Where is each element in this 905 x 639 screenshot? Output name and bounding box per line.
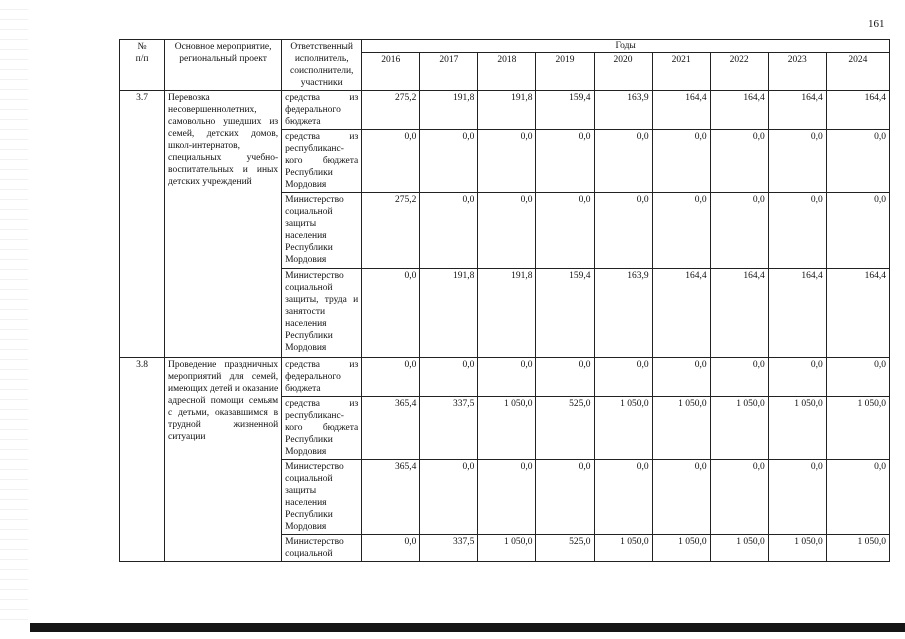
value-cell: 0,0 bbox=[420, 130, 478, 193]
value-cell: 0,0 bbox=[826, 460, 889, 535]
header-num-label: № п/п bbox=[135, 42, 149, 64]
value-cell: 164,4 bbox=[768, 91, 826, 130]
funding-source: Министерство социальной защиты, труда и занятости населения Республики Мордовия bbox=[282, 269, 362, 358]
value-cell: 164,4 bbox=[768, 269, 826, 358]
value-cell: 0,0 bbox=[710, 130, 768, 193]
value-cell: 0,0 bbox=[652, 358, 710, 397]
value-cell: 337,5 bbox=[420, 535, 478, 562]
value-cell: 0,0 bbox=[710, 193, 768, 269]
funding-source: средства из федерального бюджета bbox=[282, 91, 362, 130]
value-cell: 0,0 bbox=[710, 358, 768, 397]
value-cell: 1 050,0 bbox=[826, 535, 889, 562]
value-cell: 164,4 bbox=[652, 91, 710, 130]
funding-source: средства из федерального бюджета bbox=[282, 358, 362, 397]
page-number: 161 bbox=[868, 18, 885, 30]
value-cell: 0,0 bbox=[768, 193, 826, 269]
value-cell: 275,2 bbox=[362, 193, 420, 269]
header-year: 2017 bbox=[420, 53, 478, 91]
value-cell: 0,0 bbox=[594, 460, 652, 535]
value-cell: 1 050,0 bbox=[478, 535, 536, 562]
value-cell: 0,0 bbox=[826, 130, 889, 193]
value-cell: 0,0 bbox=[420, 460, 478, 535]
value-cell: 191,8 bbox=[478, 269, 536, 358]
value-cell: 0,0 bbox=[594, 130, 652, 193]
row-index: 3.8 bbox=[120, 358, 165, 562]
value-cell: 1 050,0 bbox=[652, 397, 710, 460]
value-cell: 0,0 bbox=[768, 460, 826, 535]
value-cell: 1 050,0 bbox=[710, 397, 768, 460]
header-year: 2024 bbox=[826, 53, 889, 91]
funding-source: Министерство социальной bbox=[282, 535, 362, 562]
value-cell: 0,0 bbox=[768, 130, 826, 193]
value-cell: 191,8 bbox=[478, 91, 536, 130]
header-executor-label: Ответственный исполнитель, соисполнители, участники bbox=[289, 42, 354, 88]
value-cell: 0,0 bbox=[768, 358, 826, 397]
value-cell: 0,0 bbox=[478, 130, 536, 193]
value-cell: 164,4 bbox=[826, 91, 889, 130]
value-cell: 0,0 bbox=[536, 358, 594, 397]
row-index: 3.7 bbox=[120, 91, 165, 358]
value-cell: 0,0 bbox=[536, 130, 594, 193]
header-year: 2019 bbox=[536, 53, 594, 91]
value-cell: 164,4 bbox=[652, 269, 710, 358]
value-cell: 525,0 bbox=[536, 397, 594, 460]
value-cell: 0,0 bbox=[536, 193, 594, 269]
value-cell: 0,0 bbox=[594, 193, 652, 269]
value-cell: 164,4 bbox=[826, 269, 889, 358]
value-cell: 337,5 bbox=[420, 397, 478, 460]
value-cell: 164,4 bbox=[710, 91, 768, 130]
value-cell: 1 050,0 bbox=[594, 397, 652, 460]
value-cell: 1 050,0 bbox=[594, 535, 652, 562]
value-cell: 0,0 bbox=[478, 193, 536, 269]
header-year: 2018 bbox=[478, 53, 536, 91]
value-cell: 0,0 bbox=[362, 269, 420, 358]
value-cell: 0,0 bbox=[826, 358, 889, 397]
value-cell: 0,0 bbox=[362, 358, 420, 397]
funding-source: Министерство социальной защиты населения Республики Мордовия bbox=[282, 460, 362, 535]
funding-source: средства из республиканс-кого бюджета Республики Мордовия bbox=[282, 397, 362, 460]
event-description: Перевозка несовершеннолетних, самовольно ушедших из семей, детских домов, школ-интернатов, специальных учебно-воспитательных и иных детских учреждений bbox=[165, 91, 282, 358]
value-cell: 0,0 bbox=[478, 358, 536, 397]
value-cell: 0,0 bbox=[652, 193, 710, 269]
header-year: 2022 bbox=[710, 53, 768, 91]
value-cell: 163,9 bbox=[594, 269, 652, 358]
value-cell: 159,4 bbox=[536, 269, 594, 358]
header-year: 2020 bbox=[594, 53, 652, 91]
header-years-label: Годы bbox=[615, 41, 636, 51]
value-cell: 0,0 bbox=[826, 193, 889, 269]
value-cell: 0,0 bbox=[420, 358, 478, 397]
value-cell: 164,4 bbox=[710, 269, 768, 358]
value-cell: 159,4 bbox=[536, 91, 594, 130]
header-event bbox=[165, 40, 282, 91]
value-cell: 0,0 bbox=[652, 130, 710, 193]
value-cell: 1 050,0 bbox=[768, 397, 826, 460]
table-row bbox=[120, 91, 890, 130]
value-cell: 1 050,0 bbox=[710, 535, 768, 562]
value-cell: 191,8 bbox=[420, 91, 478, 130]
scan-bottom-edge bbox=[30, 623, 905, 632]
value-cell: 163,9 bbox=[594, 91, 652, 130]
table-row bbox=[120, 358, 890, 397]
value-cell: 365,4 bbox=[362, 397, 420, 460]
header-years-group bbox=[362, 40, 890, 53]
value-cell: 0,0 bbox=[710, 460, 768, 535]
header-year: 2023 bbox=[768, 53, 826, 91]
header-year: 2016 bbox=[362, 53, 420, 91]
value-cell: 1 050,0 bbox=[478, 397, 536, 460]
funding-source: средства из республиканс-кого бюджета Республики Мордовия bbox=[282, 130, 362, 193]
header-num bbox=[120, 40, 165, 91]
value-cell: 1 050,0 bbox=[768, 535, 826, 562]
header-year: 2021 bbox=[652, 53, 710, 91]
header-executor bbox=[282, 40, 362, 91]
value-cell: 0,0 bbox=[362, 535, 420, 562]
value-cell: 0,0 bbox=[420, 193, 478, 269]
funding-source: Министерство социальной защиты населения Республики Мордовия bbox=[282, 193, 362, 269]
value-cell: 191,8 bbox=[420, 269, 478, 358]
budget-table bbox=[119, 39, 890, 562]
value-cell: 0,0 bbox=[594, 358, 652, 397]
value-cell: 0,0 bbox=[536, 460, 594, 535]
value-cell: 365,4 bbox=[362, 460, 420, 535]
value-cell: 0,0 bbox=[362, 130, 420, 193]
value-cell: 1 050,0 bbox=[826, 397, 889, 460]
scan-margin-noise bbox=[0, 0, 28, 620]
value-cell: 275,2 bbox=[362, 91, 420, 130]
event-description: Проведение праздничных мероприятий для семей, имеющих детей и оказание адресной помощи семьям с детьми, оказавшимся в трудной жизненной ситуации bbox=[165, 358, 282, 562]
value-cell: 525,0 bbox=[536, 535, 594, 562]
value-cell: 0,0 bbox=[478, 460, 536, 535]
value-cell: 0,0 bbox=[652, 460, 710, 535]
value-cell: 1 050,0 bbox=[652, 535, 710, 562]
header-event-label: Основное мероприятие, региональный проект bbox=[174, 42, 272, 64]
